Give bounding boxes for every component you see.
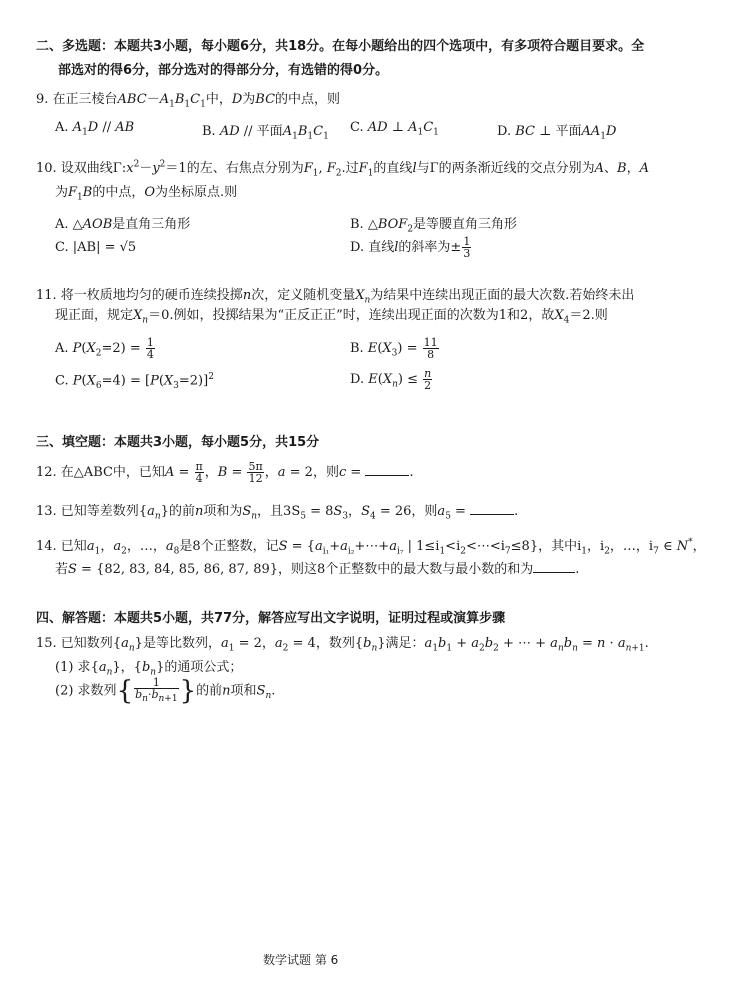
q10-option-a: A. △AOB是直角三角形: [55, 217, 191, 232]
q10-option-b: B. $\triangle BOF_2$是等腰直角三角形: [350, 217, 518, 235]
question-9-stem: 9. 在正三棱台$ABC-A_1B_1C_1$中，D为BC的中点，则: [36, 92, 341, 110]
q15-part-2: (2) 求数列{ $\frac{1}{b_n\cdot b_{n+1}}$ }的前n项和$S_n$.: [55, 675, 276, 706]
question-11-stem: 11. 将一枚质地均匀的硬币连续投掷n次，定义随机变量$X_n$为结果中连续出现正面的最大次数.若始终未出: [36, 288, 635, 306]
question-11-stem-cont: 现正面，规定$X_n=0$.例如，投掷结果为“正反正正”时，连续出现正面的次数为1和2，故$X_4=2$.则: [55, 308, 608, 326]
question-10-stem: 10. 设双曲线$\Gamma:x^2-y^2=1$的左、右焦点分别为$F_1$, $F_2$.过$F_1$的直线l与Γ的两条渐近线的交点分别为A、B，A: [36, 159, 650, 179]
question-12: 12. 在△ABC中，已知A = $\frac{\pi}{4}$ ，B = $\frac{5\pi}{12}$ ，a = 2，则c = .: [36, 460, 414, 485]
question-14-stem: 14. 已知$a_1$，$a_2$，…，$a_8$是8个正整数，记$S = \{a_{i_1}+a_{i_2}+\cdots+a_{i_7}$ | $1\le i_1<i_2<\cdots<i_7\le 8$}，其中$i_1$，$i_2$，…，$i_7$ ∈ N*，: [36, 537, 706, 557]
section2-heading-cont: 部选对的得6分，部分选对的得部分分，有选错的得0分。: [58, 63, 389, 78]
section4-heading: 四、解答题：本题共5小题，共77分，解答应写出文字说明，证明过程或演算步骤: [36, 611, 506, 626]
q10-option-d: D. 直线l的斜率为± $\frac{1}{3}$: [350, 235, 471, 260]
q9-option-c: C. AD ⊥ $A_1C_1$: [350, 120, 439, 138]
question-15-stem: 15. 已知数列$\{a_n\}$是等比数列，$a_1 = 2$，$a_2 = 4$，数列$\{b_n\}$满足：$a_1b_1 + a_2b_2$ + ⋯ + $a_nb_n = n \cdot a_{n+1}$.: [36, 636, 649, 654]
question-10-stem-cont: 为$F_1B$的中点，O为坐标原点.则: [55, 185, 238, 203]
section2-heading: 二、多选题：本题共3小题，每小题6分，共18分。在每小题给出的四个选项中，有多项符合题目要求。全: [36, 39, 645, 54]
q9-option-d: D. BC ⊥ 平面$AA_1D$: [497, 124, 617, 142]
q11-option-a: A. $P(X_2=2)$ = $\frac{1}{4}$: [55, 336, 154, 361]
q15-part-1: (1) 求$\{a_n\}$，$\{b_n\}$的通项公式；: [55, 660, 243, 678]
question-14-stem-cont: 若S = {82, 83, 84, 85, 86, 87, 89}，则这8个正整数中的最大数与最小数的和为 .: [55, 562, 580, 577]
q11-option-b: B. $E(X_3)$ = $\frac{11}{8}$: [350, 336, 438, 361]
page-footer: 数学试题 第 6: [263, 953, 339, 967]
q11-option-c: C. $P(X_6=4) = [P(X_3=2)]^2$: [55, 372, 214, 391]
q9-option-b: B. AD // 平面$A_1B_1C_1$: [202, 124, 329, 142]
section3-heading: 三、填空题：本题共3小题，每小题5分，共15分: [36, 435, 320, 450]
q9-option-a: A. $A_1D$ // AB: [55, 120, 135, 138]
q10-option-c: C. |AB| = √5: [55, 240, 137, 255]
question-13: 13. 已知等差数列$\{a_n\}$的前n项和为$S_n$，且$3S_5 = 8S_3$，$S_4 = 26$，则$a_5$ = .: [36, 504, 519, 522]
q11-option-d: D. $E(X_n)$ ≤ $\frac{n}{2}$: [350, 367, 432, 392]
